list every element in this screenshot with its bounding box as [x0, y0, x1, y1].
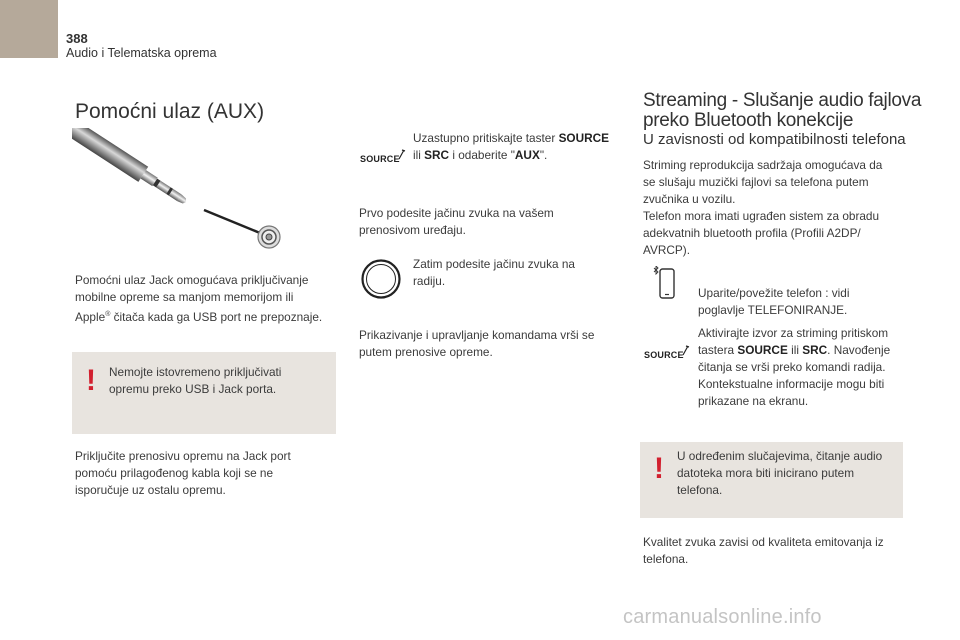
aux-paragraph-1	[75, 272, 350, 326]
src-key-text: SRC	[424, 148, 450, 162]
registered-mark: ®	[105, 311, 111, 318]
text-span: . Navođenje	[827, 343, 891, 357]
text-line: Zatim podesite jačinu zvuka na	[413, 257, 575, 271]
phone-icon	[653, 266, 677, 300]
text-span: Uzastupno pritiskajte taster	[413, 131, 559, 145]
source-key-text: SOURCE	[558, 131, 610, 145]
text-line: poglavlje TELEFONIRANJE.	[698, 303, 848, 317]
text-span: i odaberite "	[449, 148, 515, 162]
text-line: Pomoćni ulaz Jack omogućava priključivanje	[75, 273, 309, 287]
text-span: tastera	[698, 343, 738, 357]
text-line: mobilne opreme sa manjom memorijom ili	[75, 290, 294, 304]
volume-knob-icon	[361, 259, 401, 299]
text-line: adekvatnih bluetooth profila (Profili A2DP/	[643, 226, 861, 240]
text-line: Telefon mora imati ugrađen sistem za obradu	[643, 209, 880, 223]
note-text	[677, 448, 882, 499]
text-line: prikazane na ekranu.	[698, 394, 809, 408]
section-title: Audio i Telematska oprema	[66, 46, 217, 60]
text-span: ili	[787, 343, 803, 357]
text-line: Aktivirajte izvor za striming pritiskom	[698, 326, 889, 340]
text-line: AVRCP).	[643, 243, 690, 257]
jack-plug-icon	[72, 128, 292, 253]
text-line	[698, 342, 913, 359]
quality-paragraph	[643, 534, 913, 568]
volume-paragraph	[359, 205, 619, 239]
step-phone	[698, 285, 908, 319]
text-line: U određenim slučajevima, čitanje audio	[677, 449, 883, 463]
text-line: čitanja se vrši preko komandi radija.	[698, 360, 886, 374]
streaming-paragraph	[643, 157, 913, 259]
warning-icon: !	[654, 452, 664, 485]
note-box-aux	[72, 352, 336, 434]
source-button-icon-2	[644, 345, 690, 359]
step-streaming-source	[698, 325, 913, 410]
text-line: Kontekstualne informacije mogu biti	[698, 377, 885, 391]
text-span: ili	[413, 148, 425, 162]
apple-text: Apple	[75, 309, 106, 324]
text-line: Prikazivanje i upravljanje komandama vrši se	[359, 328, 595, 342]
text-line: Priključite prenosivu opremu na Jack port	[75, 449, 291, 463]
jack-illustration	[72, 128, 292, 253]
display-paragraph	[359, 327, 624, 361]
text-line: Prvo podesite jačinu zvuka na vašem	[359, 206, 554, 220]
aux-key-text: AUX	[514, 148, 540, 162]
aux-paragraph-2	[75, 448, 350, 499]
source-button-icon	[360, 149, 406, 163]
step-volume	[413, 256, 628, 290]
note-text	[109, 364, 281, 398]
source-key-text: SOURCE	[737, 343, 788, 357]
text-line	[75, 306, 350, 326]
text-line: prenosivom uređaju.	[359, 223, 466, 237]
text-line: Nemojte istovremeno priključivati	[109, 365, 282, 379]
text-line	[413, 147, 628, 164]
text-line: Striming reprodukcija sadržaja omogućava da	[643, 158, 883, 172]
src-key-text: SRC	[802, 343, 828, 357]
text-line: Uparite/povežite telefon : vidi	[698, 286, 850, 300]
text-line: telefona.	[677, 483, 723, 497]
text-line: opremu preko USB i Jack porta.	[109, 382, 277, 396]
text-line: Kvalitet zvuka zavisi od kvaliteta emitovanja iz	[643, 535, 884, 549]
text-line: datoteka mora biti inicirano putem	[677, 466, 855, 480]
finger-press-icon	[397, 149, 406, 160]
aux-title: Pomoćni ulaz (AUX)	[75, 100, 265, 123]
text-line: zvučnika u vozilu.	[643, 192, 736, 206]
note-box-streaming	[640, 442, 903, 518]
source-label: SOURCE	[360, 154, 400, 164]
text-line	[413, 130, 628, 147]
source-label: SOURCE	[644, 350, 684, 360]
warning-icon: !	[86, 364, 96, 397]
text-line: radiju.	[413, 274, 446, 288]
text-span: ".	[539, 148, 548, 162]
streaming-subtitle: U zavisnosti od kompatibilnosti telefona	[643, 131, 906, 148]
text-line: pomoću prilagođenog kabla koji se ne	[75, 466, 274, 480]
title-line: Streaming - Slušanje audio fajlova	[643, 90, 922, 111]
watermark: carmanualsonline.info	[623, 606, 822, 628]
page-number: 388	[66, 31, 88, 46]
finger-press-icon	[681, 345, 690, 356]
page-tab	[0, 0, 58, 58]
text-line: isporučuje uz ostalu opremu.	[75, 483, 226, 497]
text-line: putem prenosive opreme.	[359, 345, 493, 359]
text-span: čitača kada ga USB port ne prepoznaje.	[110, 309, 323, 324]
streaming-title	[643, 91, 921, 131]
step-source	[413, 130, 628, 164]
text-line: telefona.	[643, 552, 689, 566]
title-line: preko Bluetooth konekcije	[643, 110, 854, 131]
text-line: se slušaju muzički fajlovi sa telefona putem	[643, 175, 869, 189]
